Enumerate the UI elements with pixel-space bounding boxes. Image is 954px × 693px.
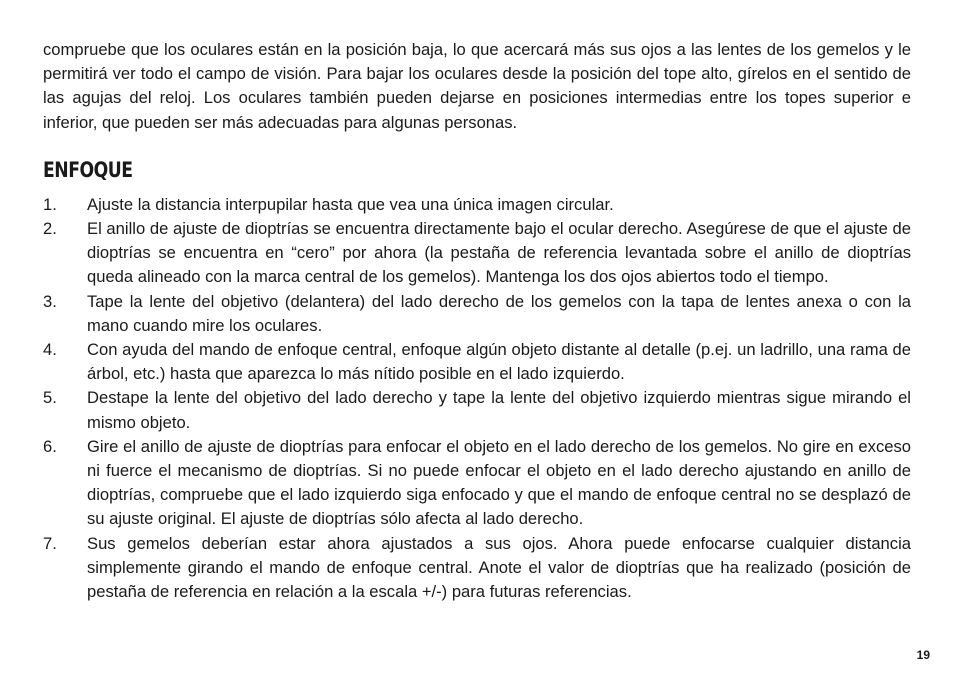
list-item bbox=[43, 193, 911, 217]
step-number: 7. bbox=[43, 533, 57, 553]
step-number: 3. bbox=[43, 291, 57, 311]
list-item bbox=[43, 290, 911, 338]
step-text: Tape la lente del objetivo (delantera) del lado derecho de los gemelos con la tapa de lentes anexa o con la mano cuando mire los oculares. bbox=[87, 291, 911, 335]
list-item bbox=[43, 435, 911, 532]
step-number: 6. bbox=[43, 436, 57, 456]
intro-paragraph: compruebe que los oculares están en la posición baja, lo que acercará más sus ojos a las lentes de los gemelos y le permitirá ver todo el campo de visión. Para bajar los oculares desde la posición del tope alto, gírelos en el sentido de las agujas del reloj. Los oculares también pueden dejarse en posiciones intermedias entre los topes superior e inferior, que pueden ser más adecuadas para algunas personas. bbox=[43, 40, 911, 132]
step-text: Ajuste la distancia interpupilar hasta que vea una única imagen circular. bbox=[87, 194, 614, 214]
step-number: 5. bbox=[43, 388, 57, 408]
list-item bbox=[43, 532, 911, 605]
list-item bbox=[43, 217, 911, 290]
page-content bbox=[43, 38, 911, 604]
step-text: Con ayuda del mando de enfoque central, enfoque algún objeto distante al detalle (p.ej. un ladrillo, una rama de árbol, etc.) hasta que aparezca lo más nítido posible en el lado izquierdo. bbox=[87, 340, 911, 384]
section-title: ENFOQUE bbox=[43, 157, 133, 182]
step-text: Sus gemelos deberían estar ahora ajustados a sus ojos. Ahora puede enfocarse cualquier distancia simplemente girando el mando de enfoque central. Anote el valor de dioptrías que ha realizado (posición de pestaña de referencia en relación a la escala +/-) para futuras referencias. bbox=[87, 533, 911, 602]
list-item bbox=[43, 338, 911, 386]
steps-list bbox=[43, 193, 911, 604]
step-text: Destape la lente del objetivo del lado derecho y tape la lente del objetivo izquierdo mientras sigue mirando el mismo objeto. bbox=[87, 388, 911, 432]
step-text: El anillo de ajuste de dioptrías se encuentra directamente bajo el ocular derecho. Asegúrese de que el ajuste de dioptrías se encuentra en “cero” por ahora (la pestaña de referencia levantada sobre el anillo de dioptrías queda alineado con la marca central de los gemelos). Mantenga los dos ojos abiertos todo el tiempo. bbox=[87, 219, 911, 287]
page-number: 19 bbox=[916, 648, 930, 662]
step-number: 2. bbox=[43, 219, 57, 239]
step-number: 4. bbox=[43, 340, 57, 360]
list-item bbox=[43, 386, 911, 434]
step-number: 1. bbox=[43, 194, 57, 214]
step-text: Gire el anillo de ajuste de dioptrías para enfocar el objeto en el lado derecho de los gemelos. No gire en exceso ni fuerce el mecanismo de dioptrías. Si no puede enfocar el objeto en el lado derecho ajustando en anillo de dioptrías, compruebe que el lado izquierdo siga enfocado y que el mando de enfoque central no se desplazó de su ajuste original. El ajuste de dioptrías sólo afecta al lado derecho. bbox=[87, 436, 911, 529]
